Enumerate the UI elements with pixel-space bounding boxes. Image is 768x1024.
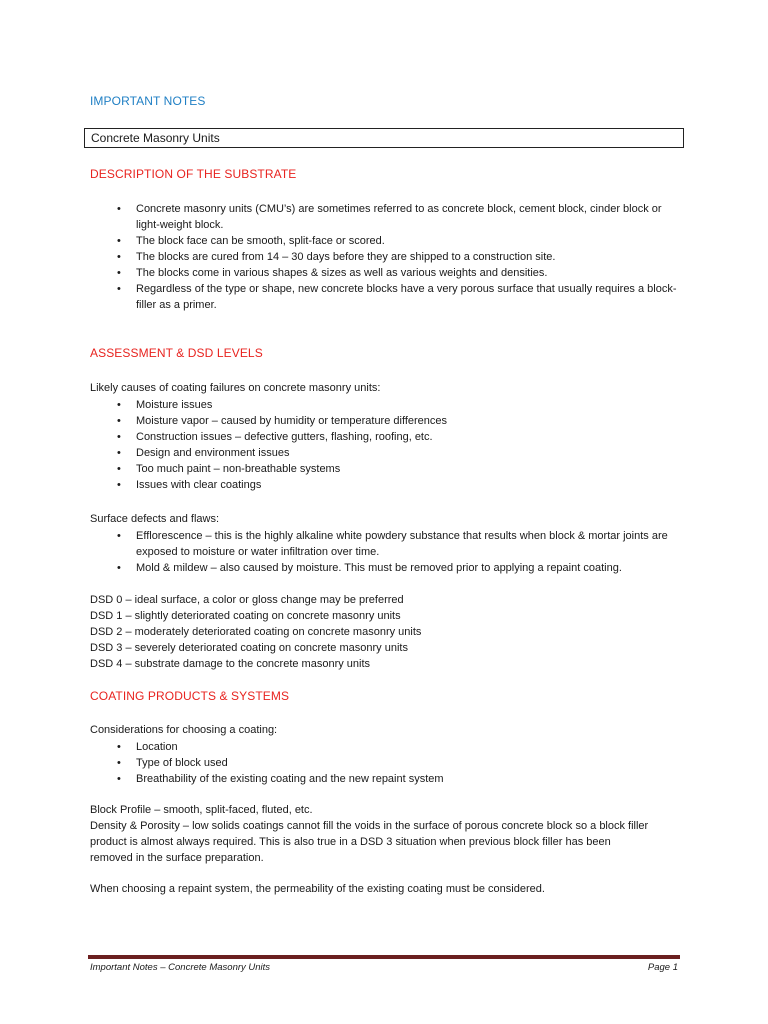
bullet-icon: • [117,479,121,491]
list-item: • Type of block used [117,757,228,769]
block-profile-note: Block Profile – smooth, split-faced, fluted, etc. [90,804,313,816]
footer-document-title: Important Notes – Concrete Masonry Units [90,962,271,973]
dsd-level-1: DSD 1 – slightly deteriorated coating on concrete masonry units [90,610,401,622]
considerations-intro: Considerations for choosing a coating: [90,724,278,736]
page-number: Page 1 [647,962,678,973]
list-item: • Breathability of the existing coating and the new repaint system [117,773,444,785]
bullet-icon: • [117,399,121,411]
bullet-icon: • [117,741,121,753]
dsd-level-2: DSD 2 – moderately deteriorated coating on concrete masonry units [90,626,422,638]
page-title: IMPORTANT NOTES [90,94,206,108]
topic-title: Concrete Masonry Units [91,131,220,145]
list-item: • Design and environment issues [117,447,290,459]
density-porosity-line-2: product is almost always required. This is also true in a DSD 3 situation when previous block filler has been [90,836,611,848]
dsd-level-0: DSD 0 – ideal surface, a color or gloss change may be preferred [90,594,404,606]
causes-bullet-list [0,397,681,493]
list-item: • Concrete masonry units (CMU’s) are sometimes referred to as concrete block, cement block, cinder block or light-weight block. [117,203,662,231]
footer-divider [88,955,680,959]
bullet-icon: • [117,235,121,247]
list-item: • The blocks come in various shapes & sizes as well as various weights and densities. [117,267,548,279]
bullet-icon: • [117,267,121,279]
list-item: • Efflorescence – this is the highly alkaline white powdery substance that results when block & mortar joints are exposed to moisture or water infiltration over time. [117,530,668,558]
list-item: • Moisture vapor – caused by humidity or temperature differences [117,415,448,427]
bullet-icon: • [117,203,121,215]
dsd-level-3: DSD 3 – severely deteriorated coating on concrete masonry units [90,642,408,654]
list-item: • Location [117,741,178,753]
list-item: • The block face can be smooth, split-face or scored. [117,235,385,247]
list-item: • Issues with clear coatings [117,479,262,491]
bullet-icon: • [117,757,121,769]
bullet-icon: • [117,530,121,542]
bullet-icon: • [117,562,121,574]
list-item: • Moisture issues [117,399,213,411]
list-item: • Regardless of the type or shape, new concrete blocks have a very porous surface that usually requires a block-filler as a primer. [117,283,677,311]
bullet-icon: • [117,773,121,785]
list-item: • Construction issues – defective gutters, flashing, roofing, etc. [117,431,433,443]
bullet-icon: • [117,431,121,443]
bullet-icon: • [117,415,121,427]
defects-bullet-list [0,528,681,576]
defects-intro: Surface defects and flaws: [90,513,220,525]
bullet-icon: • [117,447,121,459]
list-item: • The blocks are cured from 14 – 30 days before they are shipped to a construction site. [117,251,556,263]
topic-box [84,128,684,148]
dsd-level-4: DSD 4 – substrate damage to the concrete masonry units [90,658,371,670]
density-porosity-line-1: Density & Porosity – low solids coatings cannot fill the voids in the surface of porous concrete block so a block filler [90,820,649,832]
causes-intro: Likely causes of coating failures on concrete masonry units: [90,382,381,394]
bullet-icon: • [117,251,121,263]
section-heading-description: DESCRIPTION OF THE SUBSTRATE [90,167,297,181]
list-item: • Too much paint – non-breathable systems [117,463,341,475]
bullet-icon: • [117,283,121,295]
repaint-note: When choosing a repaint system, the permeability of the existing coating must be considered. [90,883,545,895]
considerations-bullet-list [0,739,681,787]
section-heading-assessment: ASSESSMENT & DSD LEVELS [90,346,263,360]
bullet-icon: • [117,463,121,475]
density-porosity-line-3: removed in the surface preparation. [90,852,264,864]
description-bullet-list [0,201,681,313]
section-heading-coating: COATING PRODUCTS & SYSTEMS [90,689,290,703]
list-item: • Mold & mildew – also caused by moisture. This must be removed prior to applying a repaint coating. [117,562,622,574]
